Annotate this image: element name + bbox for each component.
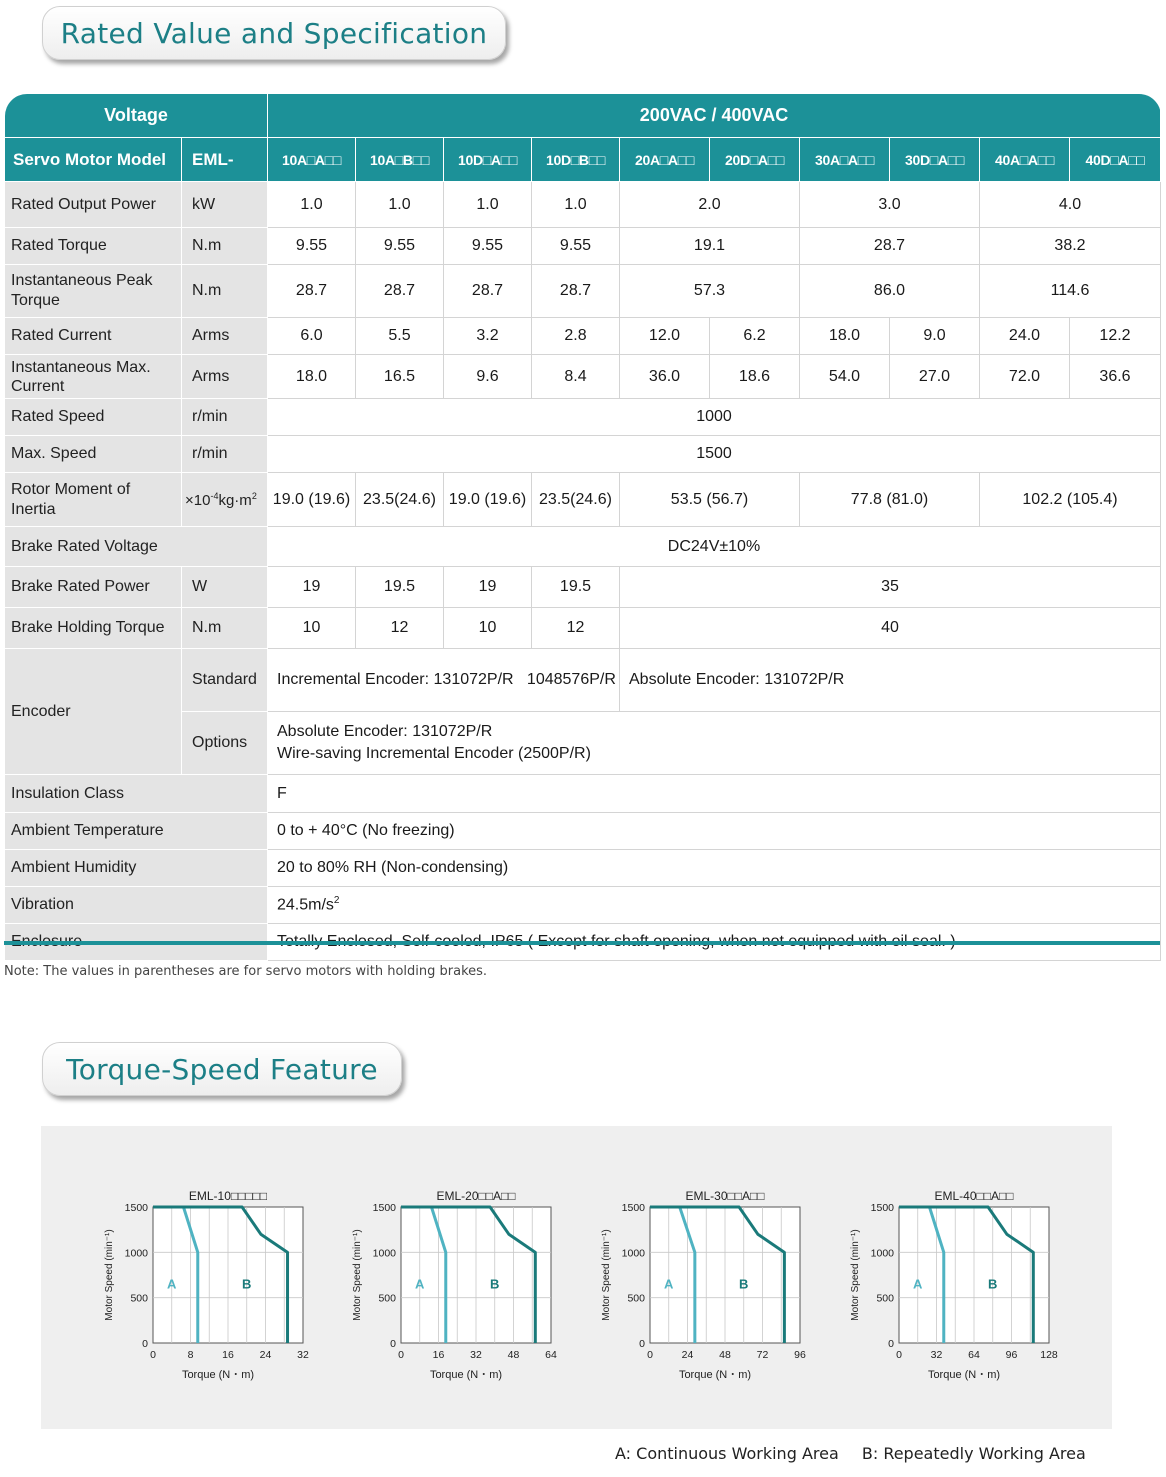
value-cell: Absolute Encoder: 131072P/R [620, 649, 1161, 712]
value-cell: 36.6 [1070, 355, 1161, 399]
value-cell: 9.55 [356, 228, 444, 265]
x-tick-label: 64 [545, 1349, 557, 1361]
value-cell: 102.2 (105.4) [980, 473, 1161, 527]
value-cell: 28.7 [800, 228, 980, 265]
peak-torque-row [5, 265, 1161, 318]
y-tick-label: 500 [627, 1292, 645, 1305]
rated-torque-row [5, 228, 1161, 265]
value-cell: 10 [268, 608, 356, 649]
row-label-line: Torque [11, 292, 60, 309]
value-cell: 27.0 [890, 355, 980, 399]
value-cell: 19.0 (19.6) [444, 473, 532, 527]
model-cell: 10D□A□□ [444, 138, 532, 182]
x-tick-label: 16 [432, 1349, 445, 1361]
value-cell: 19 [268, 567, 356, 608]
value-cell: 86.0 [800, 265, 980, 318]
value-cell: 12.2 [1070, 318, 1161, 355]
chart-title: EML-10□□□□□ [188, 1189, 268, 1203]
row-unit: kW [182, 182, 268, 228]
value-cell: 36.0 [620, 355, 710, 399]
x-tick-label: 0 [398, 1349, 404, 1361]
y-tick-label: 1500 [870, 1202, 894, 1214]
row-label: Rated Torque [5, 228, 182, 265]
row-label [5, 265, 182, 318]
value-cell [268, 712, 1161, 775]
row-label: Rated Output Power [5, 182, 182, 228]
max-current-row [5, 355, 1161, 399]
value-cell: 28.7 [268, 265, 356, 318]
x-tick-label: 8 [187, 1349, 194, 1361]
max-speed-row [5, 436, 1161, 473]
row-label-line: Rotor Moment of [11, 480, 131, 498]
y-tick-label: 1000 [124, 1247, 148, 1260]
chart-svg [595, 1170, 805, 1390]
model-cell: 40D□A□□ [1070, 138, 1161, 182]
x-tick-label: 24 [259, 1349, 272, 1361]
value-cell: 23.5(24.6) [532, 473, 620, 527]
x-axis-label: Torque (N・m) [678, 1369, 752, 1381]
y-tick-label: 1500 [621, 1202, 645, 1214]
value-cell: DC24V±10% [268, 527, 1161, 567]
value-cell: 16.5 [356, 355, 444, 399]
model-cell: 20D□A□□ [710, 138, 800, 182]
value-cell: 18.6 [710, 355, 800, 399]
x-tick-label: 0 [896, 1349, 902, 1361]
x-tick-label: 24 [681, 1349, 694, 1361]
chart-svg [346, 1170, 556, 1390]
value-cell: 1.0 [444, 182, 532, 228]
y-tick-label: 0 [639, 1338, 645, 1350]
x-tick-label: 96 [794, 1349, 806, 1361]
value-cell: 9.55 [444, 228, 532, 265]
row-label [5, 473, 182, 527]
row-label: Ambient Temperature [5, 813, 268, 850]
row-label-line: Inertia [11, 500, 56, 518]
voltage-label: Voltage [5, 94, 268, 138]
row-label: Ambient Humidity [5, 850, 268, 887]
options-line: Absolute Encoder: 131072P/R [277, 723, 493, 740]
value-cell: 72.0 [980, 355, 1070, 399]
row-unit [182, 473, 268, 527]
model-cell: 30A□A□□ [800, 138, 890, 182]
value-cell: 12 [532, 608, 620, 649]
vibration-row [5, 887, 1161, 924]
y-tick-label: 1500 [372, 1202, 396, 1214]
spec-section-title: Rated Value and Specification [42, 6, 506, 60]
value-cell: 23.5(24.6) [356, 473, 444, 527]
table-note: Note: The values in parentheses are for servo motors with holding brakes. [4, 964, 488, 979]
model-cell: 20A□A□□ [620, 138, 710, 182]
row-unit: N.m [182, 228, 268, 265]
x-tick-label: 32 [470, 1349, 482, 1361]
x-tick-label: 0 [647, 1349, 653, 1361]
value-cell [268, 887, 1161, 924]
value-cell: 2.0 [620, 182, 800, 228]
value-cell: 35 [620, 567, 1161, 608]
model-cell: 10A□B□□ [356, 138, 444, 182]
value-cell: 9.0 [890, 318, 980, 355]
value-cell: 1000 [268, 399, 1161, 436]
unit-part: kg·m [218, 491, 252, 509]
value-cell: 57.3 [620, 265, 800, 318]
value-cell: 1.0 [268, 182, 356, 228]
value-cell: 24.0 [980, 318, 1070, 355]
area-label: B [739, 1276, 749, 1292]
value-cell: 114.6 [980, 265, 1161, 318]
x-axis-label: Torque (N・m) [429, 1369, 503, 1381]
torque-speed-chart-2 [346, 1170, 556, 1390]
row-unit: Arms [182, 318, 268, 355]
value-cell: F [268, 775, 1161, 813]
value-cell: 9.55 [268, 228, 356, 265]
rated-speed-row [5, 399, 1161, 436]
area-label: B [242, 1276, 252, 1292]
row-label: Brake Rated Power [5, 567, 182, 608]
value-cell: 19 [444, 567, 532, 608]
legend-a: A: Continuous Working Area [615, 1444, 839, 1463]
value-cell: 53.5 (56.7) [620, 473, 800, 527]
model-cell: 30D□A□□ [890, 138, 980, 182]
y-axis-label: Motor Speed (min⁻¹) [352, 1229, 363, 1321]
model-label: Servo Motor Model [5, 138, 182, 182]
value-cell: Incremental Encoder: 131072P/R 1048576P/R [268, 649, 620, 712]
brake-power-row [5, 567, 1161, 608]
unit-part: ×10 [185, 491, 211, 509]
x-tick-label: 32 [297, 1349, 309, 1361]
y-axis-label: Motor Speed (min⁻¹) [104, 1229, 115, 1321]
y-tick-label: 1000 [372, 1247, 396, 1260]
row-label: Insulation Class [5, 775, 268, 813]
y-tick-label: 1000 [621, 1247, 645, 1260]
x-tick-label: 0 [150, 1349, 156, 1361]
y-tick-label: 500 [378, 1292, 396, 1305]
value-cell: 19.0 (19.6) [268, 473, 356, 527]
torque-speed-chart-1 [98, 1170, 308, 1390]
row-label: Rated Speed [5, 399, 182, 436]
model-prefix: EML- [182, 138, 268, 182]
row-label: Brake Rated Voltage [5, 527, 268, 567]
y-tick-label: 1500 [124, 1202, 148, 1214]
x-tick-label: 96 [1005, 1349, 1018, 1361]
legend-b: B: Repeatedly Working Area [861, 1444, 1086, 1463]
value-cell: 54.0 [800, 355, 890, 399]
value-cell: 40 [620, 608, 1161, 649]
chart-title: EML-20□□A□□ [436, 1189, 516, 1203]
area-label: A [167, 1276, 177, 1292]
model-row [5, 138, 1161, 182]
unit-exponent: 2 [251, 490, 257, 501]
torque-speed-chart-4 [844, 1170, 1058, 1390]
x-tick-label: 64 [968, 1349, 980, 1361]
row-label: Encoder [5, 649, 182, 775]
x-axis-label: Torque (N・m) [927, 1369, 1001, 1381]
value-cell: 18.0 [800, 318, 890, 355]
torque-speed-chart-3 [595, 1170, 805, 1390]
chart-title: EML-30□□A□□ [685, 1189, 765, 1203]
value-cell: 1500 [268, 436, 1161, 473]
rated-output-power-row [5, 182, 1161, 228]
spec-table [4, 93, 1161, 961]
encoder-standard-label: Standard [182, 649, 268, 712]
y-tick-label: 1000 [870, 1247, 894, 1260]
insulation-row [5, 775, 1161, 813]
row-unit: W [182, 567, 268, 608]
value-cell: 2.8 [532, 318, 620, 355]
brake-torque-row [5, 608, 1161, 649]
chart-svg [98, 1170, 308, 1390]
vibration-value: 24.5m/s [277, 896, 334, 914]
row-label: Max. Speed [5, 436, 182, 473]
encoder-options-label: Options [182, 712, 268, 775]
y-tick-label: 0 [390, 1338, 396, 1350]
area-label: A [415, 1276, 425, 1292]
value-cell: 77.8 (81.0) [800, 473, 980, 527]
row-unit: N.m [182, 608, 268, 649]
voltage-value: 200VAC / 400VAC [268, 94, 1161, 138]
row-label: Rated Current [5, 318, 182, 355]
voltage-row [5, 94, 1161, 138]
x-tick-label: 48 [719, 1349, 731, 1361]
value-cell: 19.5 [356, 567, 444, 608]
value-cell: 12.0 [620, 318, 710, 355]
value-cell: 5.5 [356, 318, 444, 355]
value-cell: 9.55 [532, 228, 620, 265]
x-tick-label: 128 [1040, 1349, 1058, 1361]
x-tick-label: 72 [756, 1349, 769, 1361]
table-bottom-rule [4, 941, 1160, 945]
unit-exponent: -4 [210, 490, 219, 501]
row-label: Brake Holding Torque [5, 608, 182, 649]
row-label: Vibration [5, 887, 268, 924]
value-cell: 19.5 [532, 567, 620, 608]
x-axis-label: Torque (N・m) [181, 1369, 255, 1381]
area-label: A [913, 1276, 923, 1292]
torque-section-title: Torque-Speed Feature [42, 1042, 402, 1096]
y-axis-label: Motor Speed (min⁻¹) [850, 1229, 861, 1321]
value-cell: 4.0 [980, 182, 1161, 228]
area-label: B [988, 1276, 998, 1292]
area-label: A [664, 1276, 674, 1292]
value-cell: 6.0 [268, 318, 356, 355]
row-unit: r/min [182, 399, 268, 436]
x-tick-label: 48 [507, 1349, 520, 1361]
options-line: Wire-saving Incremental Encoder (2500P/R) [277, 745, 591, 762]
y-tick-label: 500 [876, 1292, 894, 1305]
value-cell: 6.2 [710, 318, 800, 355]
x-tick-label: 16 [222, 1349, 234, 1361]
row-unit: N.m [182, 265, 268, 318]
value-cell: 3.2 [444, 318, 532, 355]
value-cell: 8.4 [532, 355, 620, 399]
y-tick-label: 500 [130, 1292, 148, 1305]
row-label-line: Current [11, 377, 65, 395]
value-cell: 0 to + 40°C (No freezing) [268, 813, 1161, 850]
value-cell: 10 [444, 608, 532, 649]
value-cell: 3.0 [800, 182, 980, 228]
model-cell: 10A□A□□ [268, 138, 356, 182]
chart-svg [844, 1170, 1058, 1390]
row-unit: r/min [182, 436, 268, 473]
inertia-row [5, 473, 1161, 527]
row-unit: Arms [182, 355, 268, 399]
y-axis-label: Motor Speed (min⁻¹) [601, 1229, 612, 1321]
model-cell: 40A□A□□ [980, 138, 1070, 182]
chart-title: EML-40□□A□□ [934, 1189, 1014, 1203]
value-cell: 1.0 [532, 182, 620, 228]
vibration-exponent: 2 [333, 895, 340, 907]
row-label-line: Instantaneous Peak [11, 272, 153, 289]
value-cell: 9.6 [444, 355, 532, 399]
value-cell: 18.0 [268, 355, 356, 399]
model-cell: 10D□B□□ [532, 138, 620, 182]
value-cell: 19.1 [620, 228, 800, 265]
row-label [5, 355, 182, 399]
chart-legend [615, 1444, 1104, 1463]
x-tick-label: 32 [930, 1349, 943, 1361]
value-cell: 1.0 [356, 182, 444, 228]
rated-current-row [5, 318, 1161, 355]
y-tick-label: 0 [888, 1338, 894, 1350]
value-cell: 38.2 [980, 228, 1161, 265]
value-cell: 28.7 [444, 265, 532, 318]
value-cell: 28.7 [532, 265, 620, 318]
value-cell: 28.7 [356, 265, 444, 318]
brake-voltage-row [5, 527, 1161, 567]
value-cell: 12 [356, 608, 444, 649]
ambient-temp-row [5, 813, 1161, 850]
value-cell: 20 to 80% RH (Non-condensing) [268, 850, 1161, 887]
ambient-humidity-row [5, 850, 1161, 887]
row-label-line: Instantaneous Max. [11, 358, 151, 376]
y-tick-label: 0 [142, 1338, 148, 1350]
area-label: B [490, 1276, 500, 1292]
encoder-standard-row [5, 649, 1161, 712]
